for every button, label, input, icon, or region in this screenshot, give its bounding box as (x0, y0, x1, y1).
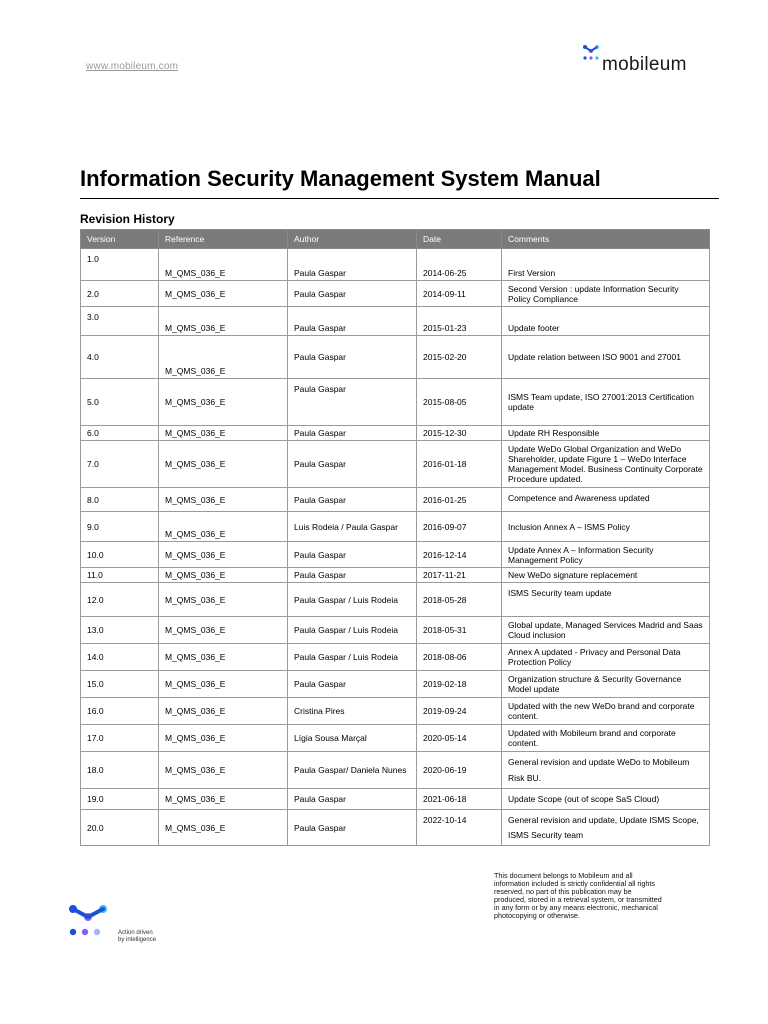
cell-reference: M_QMS_036_E (159, 789, 288, 810)
cell-author: Paula Gaspar / Luis Rodeia (288, 617, 417, 644)
table-row (81, 281, 710, 307)
cell-date: 2022-10-14 (417, 810, 502, 846)
cell-date: 2020-05-14 (417, 725, 502, 752)
cell-author: Luis Rodeia / Paula Gaspar (288, 512, 417, 542)
cell-author: Paula Gaspar (288, 810, 417, 846)
cell-date: 2016-01-18 (417, 441, 502, 488)
cell-date: 2019-02-18 (417, 671, 502, 698)
cell-reference: M_QMS_036_E (159, 698, 288, 725)
cell-author: Paula Gaspar (288, 542, 417, 568)
cell-comments: Global update, Managed Services Madrid and Saas Cloud inclusion (502, 617, 710, 644)
cell-comments: First Version (502, 249, 710, 281)
cell-version: 8.0 (81, 488, 159, 512)
table-row (81, 441, 710, 488)
cell-author: Paula Gaspar (288, 568, 417, 583)
cell-date: 2014-06-25 (417, 249, 502, 281)
cell-date: 2015-01-23 (417, 307, 502, 336)
table-row (81, 810, 710, 846)
column-header-date: Date (417, 230, 502, 249)
cell-reference: M_QMS_036_E (159, 249, 288, 281)
cell-date: 2017-11-21 (417, 568, 502, 583)
cell-date: 2016-12-14 (417, 542, 502, 568)
table-row (81, 568, 710, 583)
cell-version: 7.0 (81, 441, 159, 488)
table-row (81, 426, 710, 441)
cell-comments: Organization structure & Security Governance Model update (502, 671, 710, 698)
title-divider (80, 198, 719, 199)
cell-reference: M_QMS_036_E (159, 671, 288, 698)
table-row (81, 617, 710, 644)
cell-comments: ISMS Security team update (502, 583, 710, 617)
table-row (81, 336, 710, 379)
cell-comments: New WeDo signature replacement (502, 568, 710, 583)
cell-comments: Second Version : update Information Security Policy Compliance (502, 281, 710, 307)
cell-author: Paula Gaspar (288, 336, 417, 379)
cell-reference: M_QMS_036_E (159, 583, 288, 617)
table-row (81, 725, 710, 752)
cell-reference: M_QMS_036_E (159, 542, 288, 568)
mobileum-logo-icon (68, 903, 108, 937)
website-link[interactable]: www.mobileum.com (86, 61, 179, 72)
column-header-author: Author (288, 230, 417, 249)
table-row (81, 512, 710, 542)
cell-reference: M_QMS_036_E (159, 644, 288, 671)
cell-comments: Updated with Mobileum brand and corporate content. (502, 725, 710, 752)
cell-comments: Annex A updated - Privacy and Personal Data Protection Policy (502, 644, 710, 671)
confidentiality-notice: This document belongs to Mobileum and all information included is strictly confidential all rights reserved, no part of this publication may be produced, stored in a retrieval system, or transmitted in any form or by any means electronic, mechanical photocopying or otherwise. (494, 871, 662, 920)
tagline-line-2: by intelligence (118, 937, 157, 943)
cell-reference: M_QMS_036_E (159, 725, 288, 752)
table-row (81, 542, 710, 568)
cell-author: Paula Gaspar (288, 441, 417, 488)
cell-date: 2020-06-19 (417, 752, 502, 789)
cell-author: Paula Gaspar (288, 488, 417, 512)
table-row (81, 307, 710, 336)
cell-comments: Update Scope (out of scope SaS Cloud) (502, 789, 710, 810)
cell-date: 2015-02-20 (417, 336, 502, 379)
brand-tagline (118, 930, 156, 944)
cell-comments: Update WeDo Global Organization and WeDo Shareholder, update Figure 1 – WeDo Interface Management Model. Business Continuity Corporate Procedure updated. (502, 441, 710, 488)
table-row (81, 752, 710, 789)
cell-version: 16.0 (81, 698, 159, 725)
cell-comments: Update RH Responsible (502, 426, 710, 441)
table-row (81, 249, 710, 281)
table-row (81, 583, 710, 617)
cell-author: Paula Gaspar (288, 426, 417, 441)
cell-author: Paula Gaspar (288, 307, 417, 336)
mobileum-logo-icon (582, 44, 600, 62)
cell-version: 19.0 (81, 789, 159, 810)
cell-reference: M_QMS_036_E (159, 426, 288, 441)
cell-reference: M_QMS_036_E (159, 752, 288, 789)
cell-author: Lígia Sousa Marçal (288, 725, 417, 752)
cell-comments: Competence and Awareness updated (502, 488, 710, 512)
cell-date: 2014-09-11 (417, 281, 502, 307)
cell-version: 3.0 (81, 307, 159, 336)
column-header-comments: Comments (502, 230, 710, 249)
cell-reference: M_QMS_036_E (159, 488, 288, 512)
cell-version: 1.0 (81, 249, 159, 281)
cell-author: Paula Gaspar / Luis Rodeia (288, 583, 417, 617)
cell-comments: Updated with the new WeDo brand and corporate content. (502, 698, 710, 725)
cell-version: 10.0 (81, 542, 159, 568)
cell-version: 12.0 (81, 583, 159, 617)
page-title: Information Security Management System Manual (80, 166, 601, 191)
cell-reference: M_QMS_036_E (159, 810, 288, 846)
table-row (81, 698, 710, 725)
table-row (81, 488, 710, 512)
cell-comments: Update relation between ISO 9001 and 27001 (502, 336, 710, 379)
cell-comments: General revision and update WeDo to Mobileum Risk BU. (502, 752, 710, 789)
cell-date: 2018-05-31 (417, 617, 502, 644)
column-header-reference: Reference (159, 230, 288, 249)
cell-version: 20.0 (81, 810, 159, 846)
cell-reference: M_QMS_036_E (159, 617, 288, 644)
cell-author: Paula Gaspar (288, 249, 417, 281)
cell-comments: General revision and update, Update ISMS Scope, ISMS Security team (502, 810, 710, 846)
cell-comments: Update footer (502, 307, 710, 336)
tagline-line-1: Action driven (118, 930, 153, 936)
cell-author: Paula Gaspar/ Daniela Nunes (288, 752, 417, 789)
cell-date: 2018-08-06 (417, 644, 502, 671)
table-row (81, 789, 710, 810)
cell-author: Paula Gaspar (288, 789, 417, 810)
cell-version: 13.0 (81, 617, 159, 644)
cell-reference: M_QMS_036_E (159, 568, 288, 583)
cell-version: 2.0 (81, 281, 159, 307)
revision-history-table (80, 229, 710, 846)
cell-date: 2018-05-28 (417, 583, 502, 617)
cell-version: 11.0 (81, 568, 159, 583)
cell-date: 2015-12-30 (417, 426, 502, 441)
cell-date: 2019-09-24 (417, 698, 502, 725)
cell-version: 17.0 (81, 725, 159, 752)
cell-comments: ISMS Team update, ISO 27001:2013 Certification update (502, 379, 710, 426)
cell-comments: Update Annex A – Information Security Management Policy (502, 542, 710, 568)
cell-reference: M_QMS_036_E (159, 307, 288, 336)
cell-date: 2016-01-25 (417, 488, 502, 512)
cell-author: Paula Gaspar (288, 671, 417, 698)
cell-reference: M_QMS_036_E (159, 379, 288, 426)
cell-author: Paula Gaspar (288, 281, 417, 307)
brand-logo (582, 44, 702, 76)
brand-name: mobileum (602, 54, 687, 75)
cell-comments: Inclusion Annex A – ISMS Policy (502, 512, 710, 542)
cell-version: 18.0 (81, 752, 159, 789)
cell-date: 2015-08-05 (417, 379, 502, 426)
cell-date: 2016-09-07 (417, 512, 502, 542)
cell-author: Paula Gaspar (288, 379, 417, 426)
cell-version: 6.0 (81, 426, 159, 441)
cell-version: 5.0 (81, 379, 159, 426)
cell-date: 2021-06-18 (417, 789, 502, 810)
cell-version: 9.0 (81, 512, 159, 542)
cell-reference: M_QMS_036_E (159, 441, 288, 488)
cell-author: Cristina Pires (288, 698, 417, 725)
cell-reference: M_QMS_036_E (159, 512, 288, 542)
cell-reference: M_QMS_036_E (159, 336, 288, 379)
section-title: Revision History (80, 212, 175, 226)
table-header-row (81, 230, 710, 249)
table-row (81, 671, 710, 698)
table-row (81, 379, 710, 426)
table-row (81, 644, 710, 671)
cell-reference: M_QMS_036_E (159, 281, 288, 307)
cell-version: 15.0 (81, 671, 159, 698)
cell-version: 4.0 (81, 336, 159, 379)
cell-author: Paula Gaspar / Luis Rodeia (288, 644, 417, 671)
cell-version: 14.0 (81, 644, 159, 671)
column-header-version: Version (81, 230, 159, 249)
